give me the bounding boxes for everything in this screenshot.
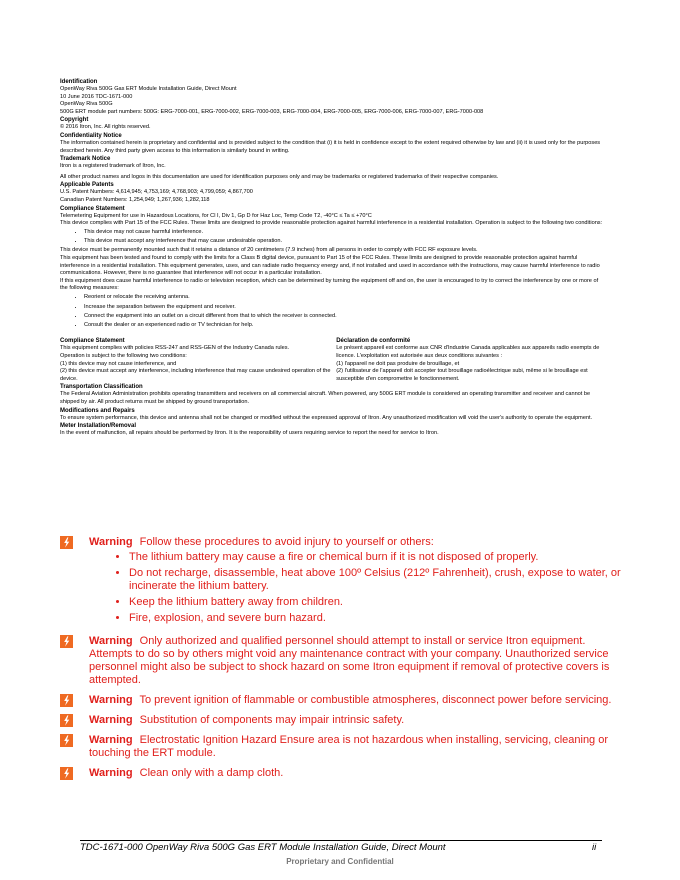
declaration-heading: Déclaration de conformité [336,338,411,345]
ic-compliance-column [60,337,336,383]
ic-line: This equipment complies with policies RSS-247 and RSS-GEN of the Industry Canada rules. [60,345,290,352]
list-item: • This device may not cause harmful interference. [84,229,605,237]
warning-text: To prevent ignition of flammable or combustible atmospheres, disconnect power before servicing. [139,694,612,706]
meter-install-heading: Meter Installation/Removal [60,423,137,430]
compliance-hazloc: Telemetering Equipment for use in Hazardous Locations, for Cl I, Div 1, Gp D for Haz Loc, Temp Code T2, -40°C ≤ Ta ≤ +70°C [60,212,372,219]
declaration-line: (1) l'appareil ne doit pas produire de brouillage, et [336,360,460,367]
list-item: • Consult the dealer or an experienced radio or TV technician for help. [84,322,605,330]
product-name: OpenWay Riva 500G [60,101,113,108]
copyright-heading: Copyright [60,117,89,124]
shock-hazard-icon [60,714,73,727]
compliance-heading: Compliance Statement [60,205,125,212]
bilingual-compliance [60,337,605,383]
confidentiality-heading: Confidentiality Notice [60,132,122,139]
ic-line: (2) this device must accept any interference, including interference that may cause undesired operation of the device. [60,368,331,382]
warning-text: Only authorized and qualified personnel should attempt to install or service Itron equipment. Attempts to do so by others might void any maintenance contract with your company. Unauthorized service personnel might also be subject to shock hazard on some Itron equipment if removal of protective covers is attempted. [89,635,610,686]
warning-text: Follow these procedures to avoid injury to yourself or others: [139,536,434,548]
declaration-column [336,337,605,383]
declaration-line: (2) l'utilisateur de l'appareil doit accepter tout brouillage radioélectrique subi, même si le brouillage est susceptible d'en compromettre le fonctionnement. [336,368,588,382]
compliance-interference: If this equipment does cause harmful interference to radio or television reception, which can be determined by turning the equipment off and on, the user is encouraged to try to correct the interference by one or more of the following measures: [60,277,599,292]
warning-cleaning [60,767,630,780]
warning-text: Electrostatic Ignition Hazard Ensure area is not hazardous when installing, servicing, cleaning or touching the ERT module. [89,734,609,759]
doc-title: OpenWay Riva 500G Gas ERT Module Installation Guide, Direct Mount [60,86,237,92]
modifications-text: To ensure system performance, this device and antenna shall not be changed or modified without the expressed approval of Itron. Any unauthorized modification will void the user's authority to operate the equipment. [60,414,593,421]
trademark-text: Itron is a registered trademark of Itron, Inc. [60,163,166,170]
ic-compliance-heading: Compliance Statement [60,338,125,345]
part-numbers: 500G ERT module part numbers: 500G: ERG-7000-001, ERG-7000-002, ERG-7000-003, ERG-7000-004, ERG-7000-005, ERG-7000-006, ERG-7000-007, ERG-7000-008 [60,108,484,115]
list-item: • Fire, explosion, and severe burn hazard. [129,612,630,625]
notices-section [60,78,605,438]
copyright-text: © 2016 Itron, Inc. All rights reserved. [60,124,151,131]
identification-heading: Identification [60,79,98,85]
warning-label: Warning [89,734,133,746]
list-item: • Connect the equipment into an outlet on a circuit different from that to which the receiver is connected. [84,313,605,321]
declaration-line: Le présent appareil est conforme aux CNR d'Industrie Canada applicables aux appareils radio exempts de licence. L'exploitation est autorisée aux deux conditions suivantes : [336,345,600,359]
warning-label: Warning [89,694,133,706]
list-item: • Increase the separation between the equipment and receiver. [84,304,605,312]
warning-text: Clean only with a damp cloth. [139,767,284,779]
us-patents: U.S. Patent Numbers: 4,614,945; 4,753,169; 4,768,903; 4,799,059; 4,867,700 [60,189,253,196]
list-item: • The lithium battery may cause a fire or chemical burn if it is not disposed of properly. [129,551,630,564]
compliance-rf-exposure: This device must be permanently mounted such that it retains a distance of 20 centimeters (7.9 inches) from all persons in order to comply with FCC RF exposure levels. [60,247,478,254]
compliance-fcc: This device complies with Part 15 of the FCC Rules. These limits are designed to provide reasonable protection against harmful interference in a residential installation. Operation is subject to the following two conditions: [60,220,603,227]
warning-personnel [60,635,630,687]
meter-install-text: In the event of malfunction, all repairs should be performed by Itron. It is the responsibility of users requiring service to report the need for service to Itron. [60,430,439,437]
warning-text: Substitution of components may impair intrinsic safety. [139,714,405,726]
shock-hazard-icon [60,767,73,780]
confidentiality-text: The information contained herein is proprietary and confidential and is provided subject to the condition that (i) it is held in confidence except to the extent required otherwise by law and (ii) it is used only for the purposes described herein. Any third party given access to this information is similarly bound in writing. [60,139,601,154]
warning-battery [60,536,630,628]
patents-heading: Applicable Patents [60,182,114,189]
warning-label: Warning [89,767,133,779]
list-item: • Reorient or relocate the receiving antenna. [84,294,605,302]
battery-warnings-list [89,551,630,625]
shock-hazard-icon [60,536,73,549]
warning-label: Warning [89,714,133,726]
ic-line: (1) this device may not cause interference, and [60,360,177,367]
shock-hazard-icon [60,635,73,648]
warning-electrostatic [60,734,630,760]
trademark-text-2: All other product names and logos in this documentation are used for identification purposes only and may be trademarks or registered trademarks of their respective companies. [60,173,499,180]
confidential-notice: Proprietary and Confidential [286,857,394,866]
measures-list [60,294,605,329]
warning-label: Warning [89,536,133,548]
fcc-conditions-list [60,229,605,246]
warning-label: Warning [89,635,133,647]
warning-ignition [60,694,630,707]
compliance-class-b: This equipment has been tested and found to comply with the limits for a Class B digital device, pursuant to Part 15 of the FCC Rules. These limits are designed to provide reasonable protection against harmful interference in a residential installation. This equipment generates, uses, and can radiate radio frequency energy and, if not installed and used in accordance with the instructions, may cause harmful interference to radio communications. However, there is no guarantee that interference will not occur in a particular installation. [60,255,600,277]
doc-date: 10 June 2016 TDC-1671-000 [60,93,133,100]
shock-hazard-icon [60,694,73,707]
list-item: • Keep the lithium battery away from children. [129,596,630,609]
ic-line: Operation is subject to the following two conditions: [60,352,187,359]
list-item: • Do not recharge, disassemble, heat above 100º Celsius (212º Fahrenheit), crush, expose to water, or incinerate the lithium battery. [129,567,630,593]
ca-patents: Canadian Patent Numbers: 1,254,949; 1,267,936; 1,282,118 [60,196,210,203]
warnings-section [60,536,630,787]
footer-title: TDC-1671-000 OpenWay Riva 500G Gas ERT Module Installation Guide, Direct Mount [80,842,446,853]
transportation-heading: Transportation Classification [60,384,143,391]
footer-divider [80,840,602,841]
warning-substitution [60,714,630,727]
trademark-heading: Trademark Notice [60,156,111,163]
shock-hazard-icon [60,734,73,747]
transportation-text: The Federal Aviation Administration prohibits operating transmitters and receivers on all commercial aircraft. When powered, any 500G ERT module is considered an operating transmitter and receiver and cannot be shipped by air. All product returns must be shipped by ground transportation. [60,391,591,405]
page-number: ii [592,842,597,853]
modifications-heading: Modifications and Repairs [60,407,135,414]
list-item: • This device must accept any interference that may cause undesirable operation. [84,238,605,246]
